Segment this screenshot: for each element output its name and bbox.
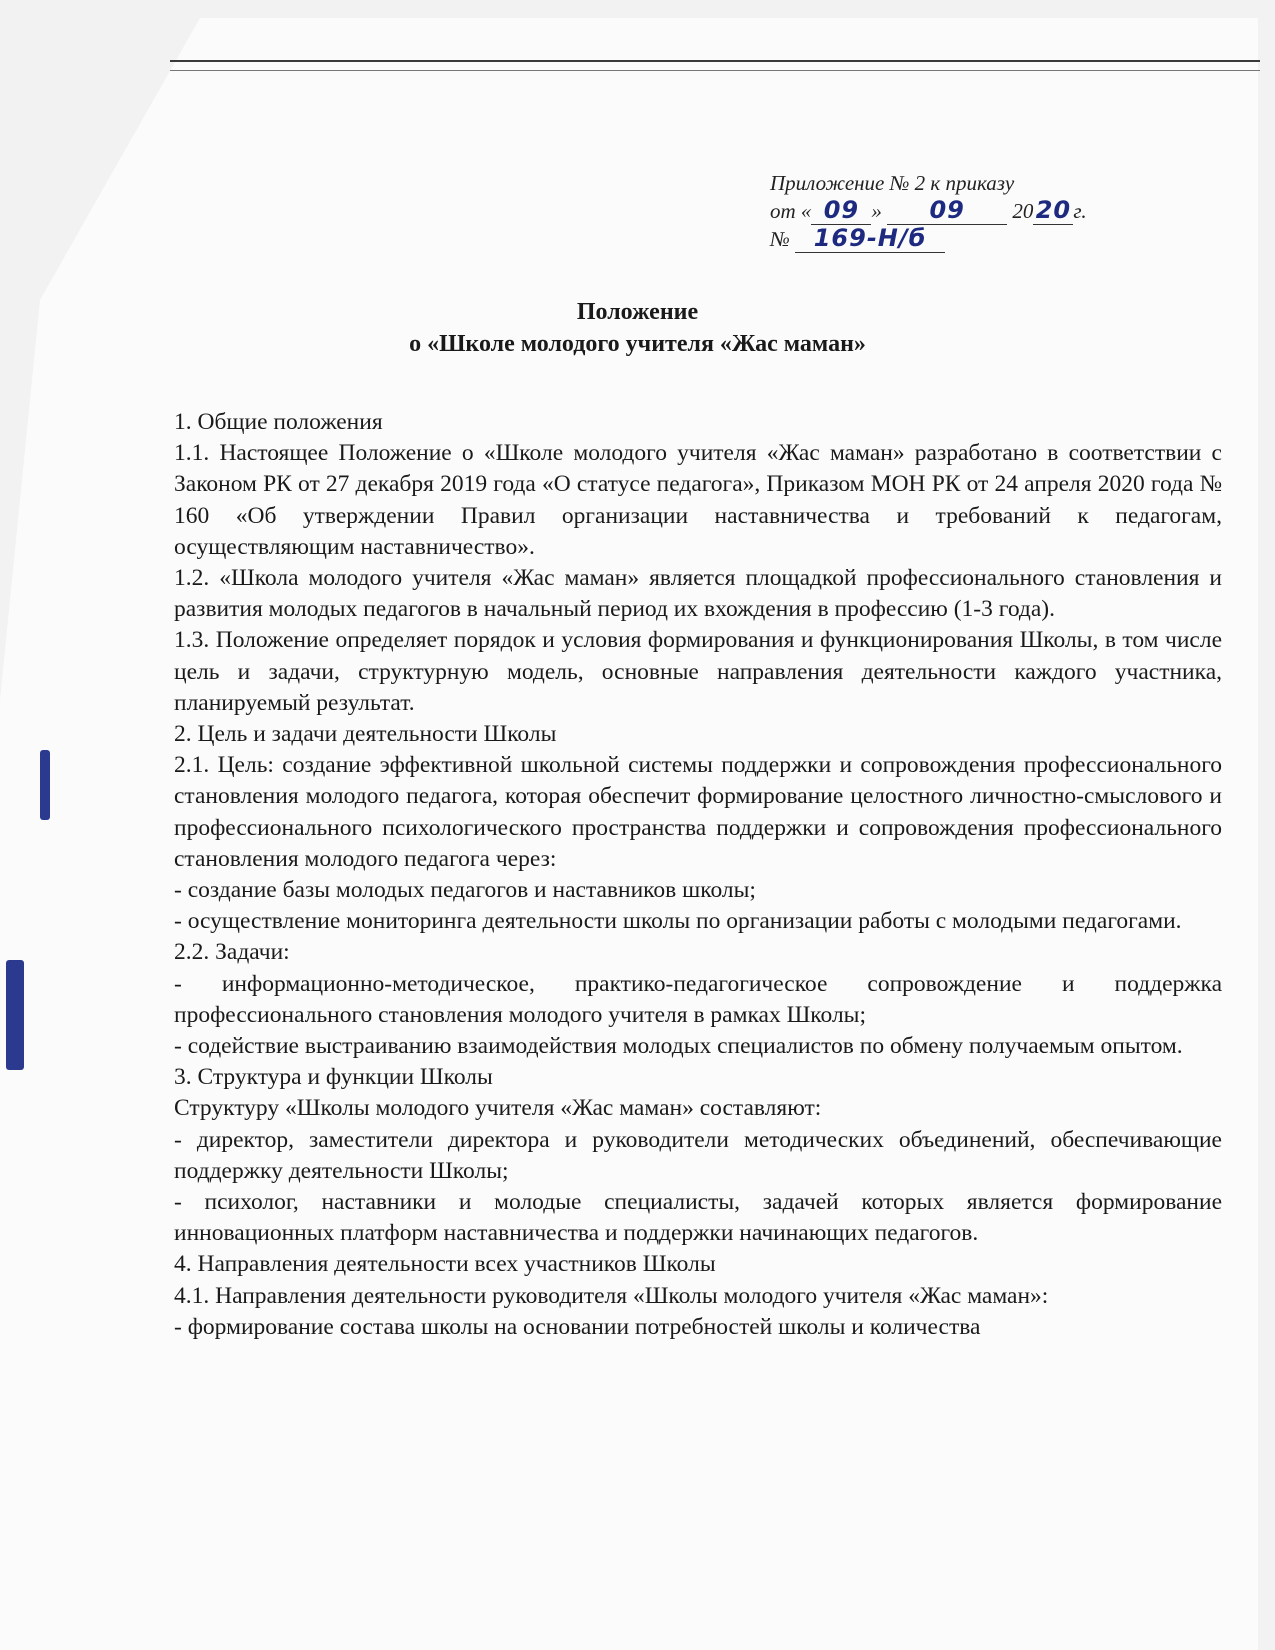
list-item: - осуществление мониторинга деятельности школы по организации работы с молодыми педагогами.: [174, 908, 1182, 935]
order-reference: [770, 170, 1130, 253]
list-item: - директор, заместители директора и руководители методических объединений, обеспечивающие поддержку деятельности Школы;: [174, 1126, 1222, 1184]
scan-mark: [40, 750, 50, 820]
list-item: - информационно-методическое, практико-педагогическое сопровождение и поддержка профессионального становления молодого учителя в рамках Школы;: [174, 970, 1222, 1028]
document-subtitle: о «Школе молодого учителя «Жас маман»: [409, 331, 866, 357]
document-title: Положение: [576, 299, 699, 325]
order-number-row: № 169-Н/б: [770, 225, 1130, 253]
page-edge-line: [170, 60, 1260, 62]
list-item: - содействие выстраиванию взаимодействия молодых специалистов по обмену получаемым опытом.: [174, 1033, 1183, 1060]
section-heading: 2. Цель и задачи деятельности Школы: [174, 721, 557, 748]
list-item: - психолог, наставники и молодые специалисты, задачей которых является формирование инновационных платформ наставничества и поддержки начинающих педагогов.: [174, 1189, 1222, 1247]
order-number: 169-Н/б: [795, 225, 945, 253]
paragraph: 2.1. Цель: создание эффективной школьной системы поддержки и сопровождения профессионального становления молодого педагога, которая обеспечит формирование целостного личностно-смыслового и профессионального психологического пространства поддержки и сопровождения профессионального становления молодого педагога через:: [174, 752, 1222, 872]
scan-mark: [6, 960, 24, 1070]
list-item: - создание базы молодых педагогов и наставников школы;: [174, 877, 756, 904]
paragraph: 1.2. «Школа молодого учителя «Жас маман» является площадкой профессионального становления и развития молодых педагогов в начальный период их вхождения в профессию (1-3 года).: [174, 565, 1222, 623]
list-item: - формирование состава школы на основании потребностей школы и количества: [174, 1313, 981, 1340]
order-year: 20: [1033, 197, 1073, 225]
paragraph: 1.1. Настоящее Положение о «Школе молодого учителя «Жас маман» разработано в соответствии с Законом РК от 27 декабря 2019 года «О статусе педагога», Приказом МОН РК от 24 апреля 2020 года № 160 «Об утверждении Правил организации наставничества и требований к педагогам, осуществляющим наставничество».: [174, 440, 1222, 560]
section-heading: 4. Направления деятельности всех участников Школы: [174, 1251, 716, 1278]
paragraph: 2.2. Задачи:: [174, 939, 290, 966]
page-edge-line: [170, 70, 1260, 71]
section-heading: 1. Общие положения: [174, 409, 383, 435]
order-date: от « 09 » 09 2020 г.: [770, 196, 1087, 224]
paragraph: 1.3. Положение определяет порядок и условия формирования и функционирования Школы, в том числе цель и задачи, структурную модель, основные направления деятельности каждого участника, планируемый результат.: [174, 627, 1222, 716]
paragraph: Структуру «Школы молодого учителя «Жас маман» составляют:: [174, 1095, 822, 1122]
document-body: [174, 407, 1222, 1343]
order-day: 09: [811, 197, 871, 225]
order-month: 09: [887, 197, 1007, 225]
paragraph: 4.1. Направления деятельности руководителя «Школы молодого учителя «Жас маман»:: [174, 1282, 1049, 1309]
order-line: Приложение № 2 к приказу: [770, 171, 1015, 195]
section-heading: 3. Структура и функции Школы: [174, 1064, 493, 1091]
